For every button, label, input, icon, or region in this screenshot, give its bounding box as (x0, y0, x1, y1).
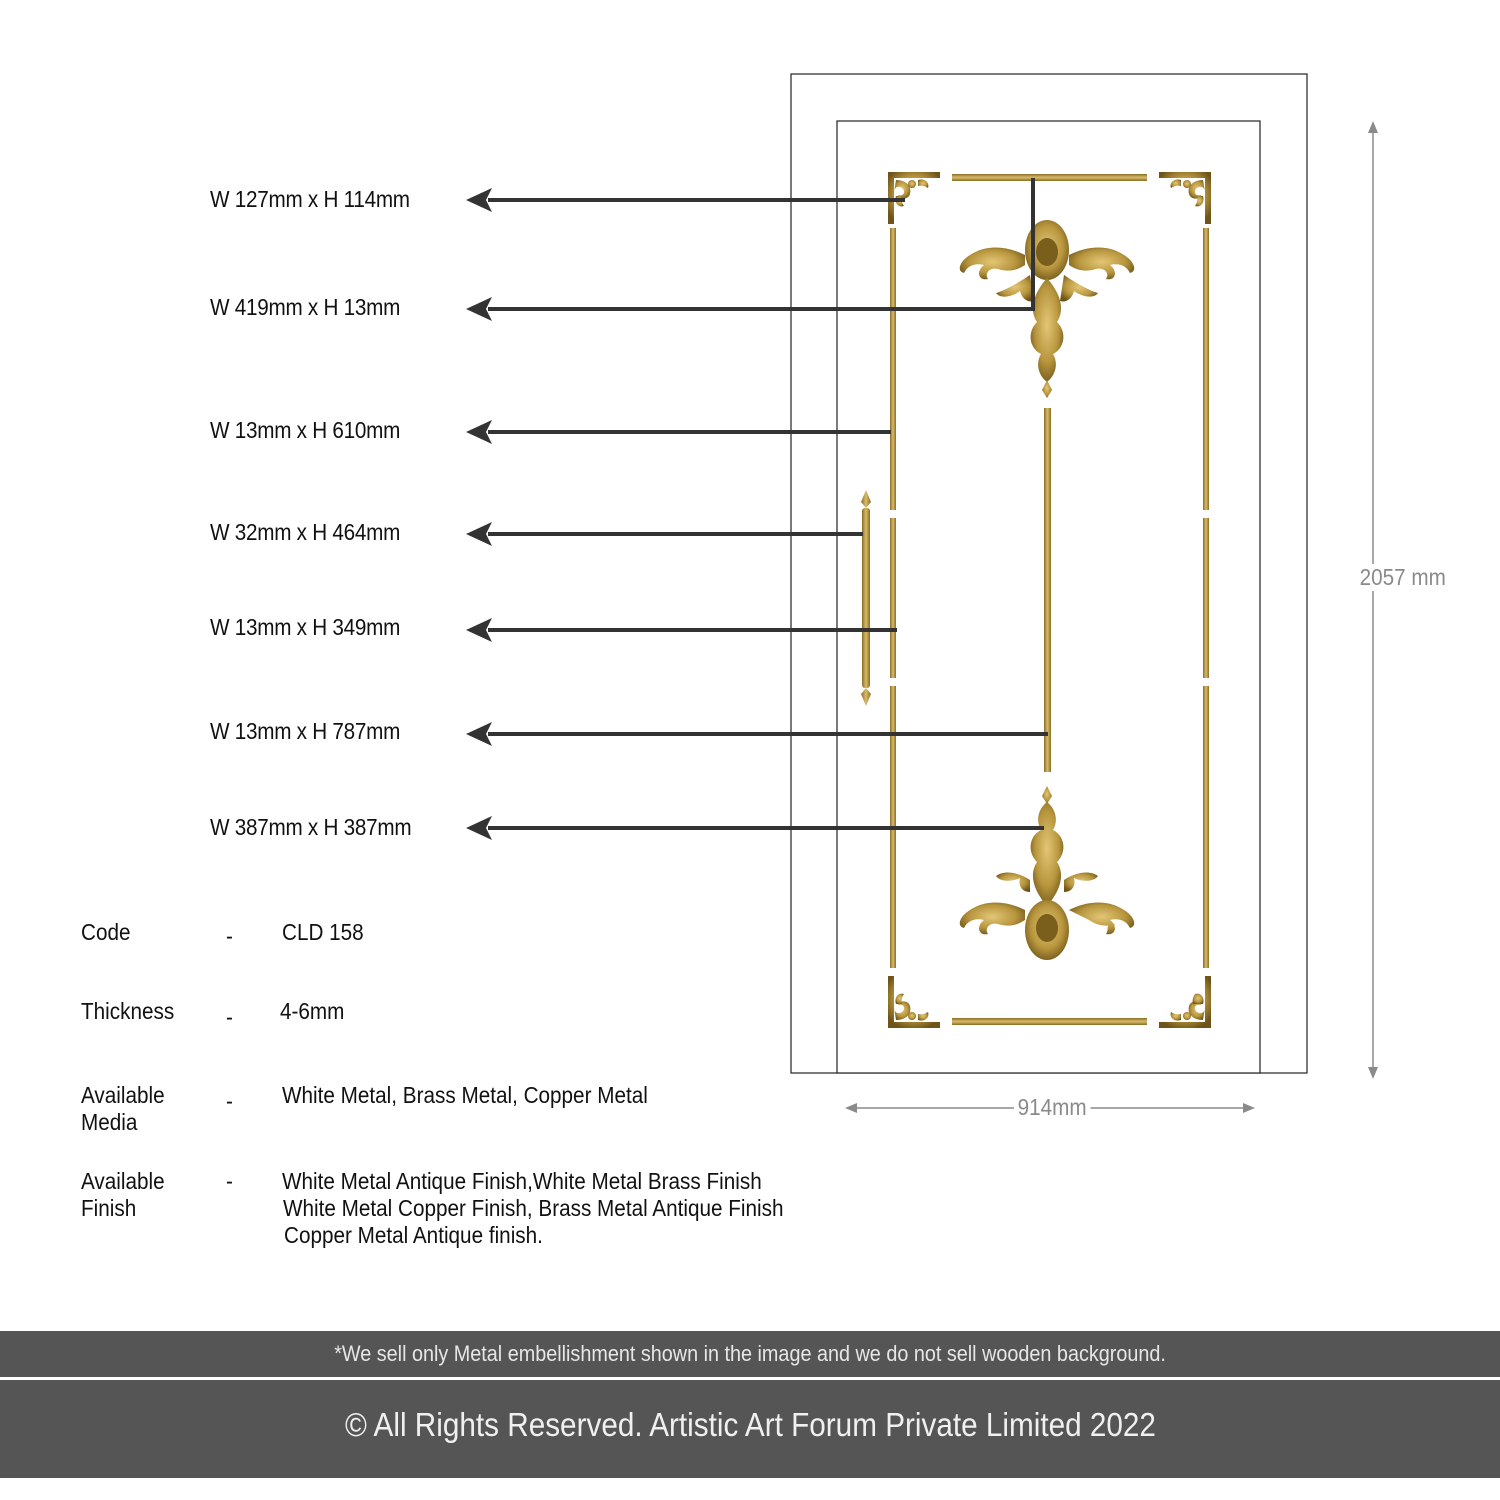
copyright-text: © All Rights Reserved. Artistic Art Forum Private Limited 2022 (344, 1406, 1156, 1443)
notice-text-container (0, 1341, 1500, 1367)
right-strip-middle (1203, 518, 1209, 678)
spec-media-dash: - (226, 1088, 233, 1114)
bottom-strip (952, 1018, 1147, 1025)
overall-height-label: 2057 mm (1356, 564, 1449, 591)
spec-finish-value-line1: White Metal Antique Finish,White Metal Brass Finish (282, 1168, 762, 1194)
right-strip-upper (1203, 228, 1209, 510)
dimension-label-top-strip: W 419mm x H 13mm (210, 294, 401, 320)
spec-code-dash: - (226, 923, 233, 949)
spec-media-value: White Metal, Brass Metal, Copper Metal (282, 1082, 648, 1108)
spec-thickness-dash: - (226, 1004, 233, 1030)
dimension-label-center-strip: W 13mm x H 787mm (210, 718, 401, 744)
overall-width-label: 914mm (1014, 1094, 1090, 1121)
spec-finish-key-line2: Finish (81, 1195, 137, 1221)
spec-finish-value-line2: White Metal Copper Finish, Brass Metal Antique Finish (283, 1195, 784, 1221)
spec-finish-dash: - (226, 1168, 233, 1194)
door-handle (861, 490, 871, 706)
spec-finish-value-line3: Copper Metal Antique finish. (284, 1222, 543, 1248)
top-strip (952, 174, 1147, 181)
spec-media-key-line2: Media (81, 1109, 138, 1135)
spec-finish-key-line1: Available (81, 1168, 165, 1194)
copyright-text-container (0, 1406, 1500, 1444)
dimension-label-side-strip-short: W 13mm x H 349mm (210, 614, 401, 640)
spec-thickness-value: 4-6mm (280, 998, 345, 1024)
notice-text: *We sell only Metal embellishment shown in the image and we do not sell wooden background. (334, 1341, 1166, 1366)
dimension-label-corner: W 127mm x H 114mm (210, 186, 410, 212)
dimension-label-medallion: W 387mm x H 387mm (210, 814, 412, 840)
leader-arrowheads (466, 188, 492, 840)
left-strip-upper (890, 228, 896, 510)
spec-code-value: CLD 158 (282, 919, 364, 945)
center-strip (1044, 408, 1051, 772)
spec-code-key: Code (81, 919, 131, 945)
height-dimension-line (1368, 121, 1378, 1079)
spec-media-key-line1: Available (81, 1082, 165, 1108)
spec-thickness-key: Thickness (81, 998, 175, 1024)
dimension-label-handle: W 32mm x H 464mm (210, 519, 401, 545)
left-strip-middle (890, 518, 896, 678)
right-strip-lower (1203, 686, 1209, 968)
dimension-label-side-strip-long: W 13mm x H 610mm (210, 417, 401, 443)
